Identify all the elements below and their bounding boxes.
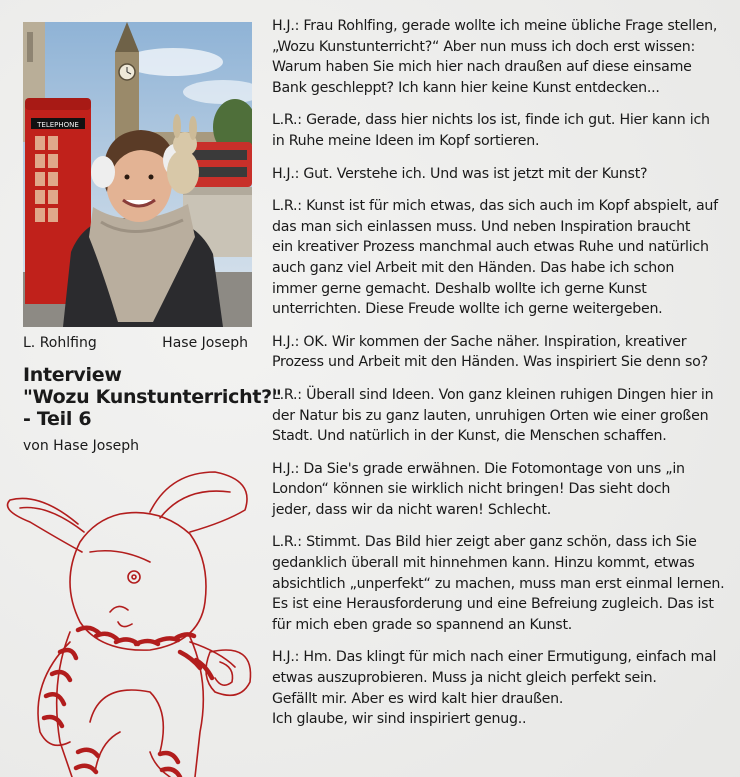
photo-captions — [23, 335, 252, 353]
title-line-1: Interview — [23, 364, 122, 386]
interview-paragraph: H.J.: OK. Wir kommen der Sache näher. Inspiration, kreativer Prozess und Arbeit mit den Händen. Was inspiriert Sie denn so? — [272, 333, 708, 371]
interview-title — [23, 364, 282, 430]
interview-paragraph: L.R.: Stimmt. Das Bild hier zeigt aber ganz schön, dass ich Sie gedanklich überall mit hinnehmen kann. Hinzu kommt, etwas absichtlich „unperfekt“ zu machen, muss man erst einmal lernen. Es ist eine Herausforderung und eine Befreiung zugleich. Das ist für mich eben grade so spannend an Kunst. — [272, 534, 725, 633]
booth-sign: TELEPHONE — [37, 121, 79, 129]
title-line-2: "Wozu Kunstunterricht?" — [23, 386, 282, 408]
interview-paragraph: H.J.: Frau Rohlfing, gerade wollte ich meine übliche Frage stellen, „Wozu Kunstunterricht?“ Aber nun muss ich doch erst wissen: Warum haben Sie mich hier nach draußen auf diese einsame Bank geschleppt? Ich kann hier keine Kunst entdecken... — [272, 18, 718, 96]
caption-left: L. Rohlfing — [23, 335, 97, 351]
interview-paragraph: L.R.: Überall sind Ideen. Von ganz kleinen ruhigen Dingen hier in der Natur bis zu ganz lauten, unruhigen Orten wie einer großen Stadt. Und natürlich in der Kunst, die Menschen schaffen. — [272, 386, 714, 445]
interview-paragraph: L.R.: Gerade, dass hier nichts los ist, finde ich gut. Hier kann ich in Ruhe meine Ideen im Kopf sortieren. — [272, 112, 710, 149]
caption-right: Hase Joseph — [162, 335, 248, 351]
title-line-3: - Teil 6 — [23, 408, 92, 430]
interview-paragraph: H.J.: Gut. Verstehe ich. Und was ist jetzt mit der Kunst? — [272, 165, 648, 182]
photo-illustration — [23, 22, 252, 327]
london-selfie-photo — [23, 22, 252, 327]
interview-paragraph: H.J.: Hm. Das klingt für mich nach einer Ermutigung, einfach mal etwas auszuprobieren. Muss ja nicht gleich perfekt sein. Gefällt mir. Aber es wird kalt hier draußen. Ich glaube, wir sind inspiriert genug.. — [272, 649, 717, 728]
interview-paragraph: L.R.: Kunst ist für mich etwas, das sich auch im Kopf abspielt, auf das man sich einlassen muss. Und neben Inspiration braucht ein kreativer Prozess manchmal auch etwas Ruhe und natürlich auch ganz viel Arbeit mit den Händen. Das habe ich schon immer gerne gemacht. Deshalb wollte ich gerne Kunst unterrichten. Diese Freude wollte ich gerne weitergeben. — [272, 198, 718, 318]
interview-text — [272, 16, 734, 742]
interview-paragraph: H.J.: Da Sie's grade erwähnen. Die Fotomontage von uns „in London“ können sie wirklich nicht bringen! Das sieht doch jeder, dass wir da nicht waren! Schlecht. — [272, 460, 685, 518]
byline: von Hase Joseph — [23, 438, 139, 454]
rabbit-sketch-icon — [0, 452, 262, 777]
